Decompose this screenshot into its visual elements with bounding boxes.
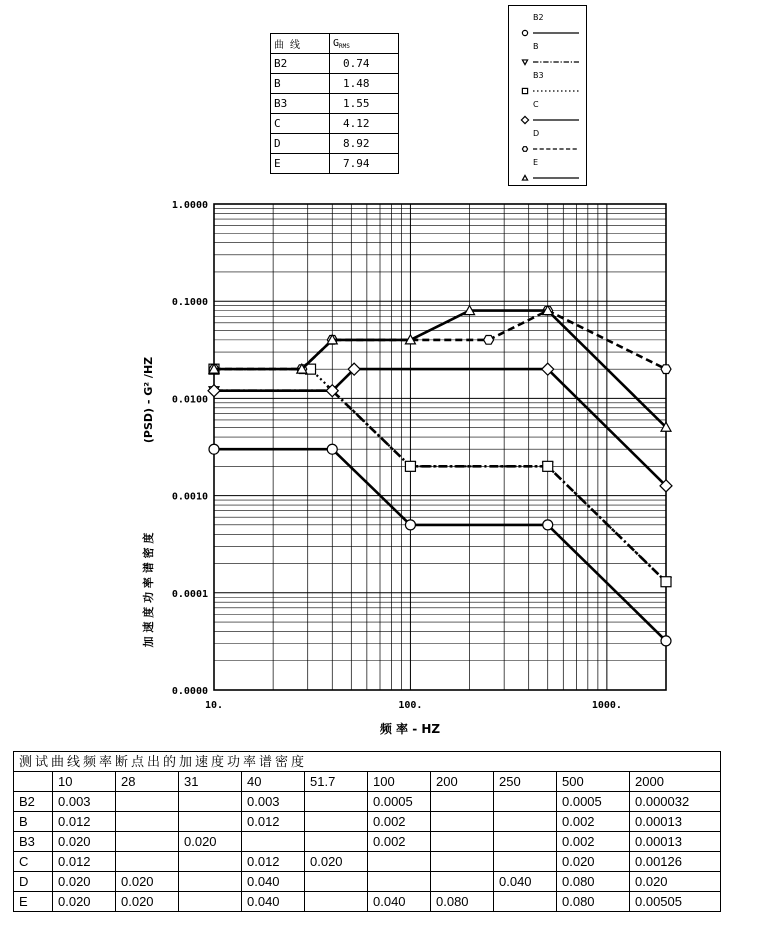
- data-point-d: [484, 336, 494, 345]
- grms-value-cell: 8.92: [330, 134, 399, 154]
- column-header: 250: [494, 772, 557, 792]
- legend-marker-b: [522, 60, 527, 65]
- column-header: 31: [179, 772, 242, 792]
- value-cell: 0.020: [630, 872, 721, 892]
- series-b2: [209, 444, 671, 646]
- value-cell: 0.00505: [630, 892, 721, 912]
- value-cell: [431, 832, 494, 852]
- value-cell: [305, 892, 368, 912]
- value-cell: [116, 792, 179, 812]
- value-cell: 0.002: [557, 812, 630, 832]
- data-point-b2: [209, 444, 219, 454]
- grms-curve-cell: B2: [271, 54, 330, 74]
- row-label-cell: C: [14, 852, 53, 872]
- row-label-cell: E: [14, 892, 53, 912]
- legend-label-b2: B2: [533, 13, 544, 22]
- grms-header-sub: RMS: [339, 42, 350, 50]
- column-header: 200: [431, 772, 494, 792]
- column-header: 10: [53, 772, 116, 792]
- value-cell: [431, 852, 494, 872]
- value-cell: [179, 872, 242, 892]
- value-cell: 0.020: [53, 892, 116, 912]
- legend-marker-c: [521, 116, 528, 123]
- grms-value-cell: 1.55: [330, 94, 399, 114]
- grms-table: [270, 33, 399, 174]
- legend-label-b3: B3: [533, 71, 544, 80]
- value-cell: 0.000032: [630, 792, 721, 812]
- table-row: [14, 852, 721, 872]
- value-cell: [368, 872, 431, 892]
- value-cell: [305, 832, 368, 852]
- value-cell: [179, 852, 242, 872]
- legend-marker-b3: [522, 88, 527, 93]
- value-cell: [494, 892, 557, 912]
- value-cell: 0.040: [242, 892, 305, 912]
- grms-curve-cell: D: [271, 134, 330, 154]
- x-tick-label: 1000.: [591, 700, 622, 711]
- row-label-cell: B3: [14, 832, 53, 852]
- data-point-b3: [661, 577, 671, 587]
- grms-row-c: [271, 114, 399, 134]
- grms-value-cell: 7.94: [330, 154, 399, 174]
- value-cell: [116, 832, 179, 852]
- x-tick-label: 10.: [204, 700, 224, 711]
- value-cell: [368, 852, 431, 872]
- value-cell: [494, 792, 557, 812]
- grms-header-value: [330, 34, 399, 54]
- value-cell: 0.00126: [630, 852, 721, 872]
- value-cell: 0.040: [494, 872, 557, 892]
- grms-value-cell: 0.74: [330, 54, 399, 74]
- x-axis-title: 频 率 - HZ: [379, 722, 441, 736]
- data-point-b3: [405, 461, 415, 471]
- value-cell: 0.002: [557, 832, 630, 852]
- legend-label-c: C: [533, 100, 539, 109]
- value-cell: [179, 892, 242, 912]
- column-header: 500: [557, 772, 630, 792]
- column-header: 51.7: [305, 772, 368, 792]
- breakpoint-table-title: 测试曲线频率断点出的加速度功率谱密度: [14, 752, 721, 772]
- value-cell: 0.020: [305, 852, 368, 872]
- breakpoint-table: [13, 751, 721, 912]
- y-tick-label: 1.0000: [171, 200, 208, 211]
- value-cell: 0.012: [53, 812, 116, 832]
- value-cell: 0.020: [179, 832, 242, 852]
- y-tick-label: 0.1000: [171, 297, 208, 309]
- column-header: 2000: [630, 772, 721, 792]
- data-point-d: [661, 365, 671, 374]
- y-axis-title-cn: 加 速 度 功 率 谱 密 度: [142, 532, 155, 648]
- value-cell: 0.020: [53, 872, 116, 892]
- grms-row-b: [271, 74, 399, 94]
- value-cell: 0.012: [242, 812, 305, 832]
- y-axis-title-en: (PSD) - G² /HZ: [142, 356, 155, 444]
- value-cell: [179, 792, 242, 812]
- y-axis-title: [141, 357, 155, 648]
- legend-label-b: B: [533, 42, 539, 51]
- legend-label-d: D: [533, 129, 540, 138]
- table-row: [14, 812, 721, 832]
- value-cell: 0.012: [242, 852, 305, 872]
- value-cell: 0.002: [368, 832, 431, 852]
- grms-row-b3: [271, 94, 399, 114]
- data-point-b2: [405, 520, 415, 530]
- value-cell: 0.080: [557, 872, 630, 892]
- data-point-b3: [543, 461, 553, 471]
- value-cell: [431, 812, 494, 832]
- grid: [214, 204, 666, 690]
- value-cell: 0.012: [53, 852, 116, 872]
- value-cell: 0.020: [116, 892, 179, 912]
- value-cell: [242, 832, 305, 852]
- value-cell: 0.002: [368, 812, 431, 832]
- table-row: [14, 792, 721, 812]
- value-cell: [494, 832, 557, 852]
- x-tick-label: 100.: [398, 700, 423, 711]
- grms-row-e: [271, 154, 399, 174]
- grms-header-row: [271, 34, 399, 54]
- y-tick-label: 0.0000: [171, 686, 208, 697]
- table-row: [14, 832, 721, 852]
- series-b: [209, 387, 671, 587]
- legend-label-e: E: [533, 158, 539, 167]
- grms-value-cell: 4.12: [330, 114, 399, 134]
- value-cell: [179, 812, 242, 832]
- value-cell: 0.00013: [630, 832, 721, 852]
- value-cell: 0.020: [116, 872, 179, 892]
- row-label-cell: D: [14, 872, 53, 892]
- column-header: 100: [368, 772, 431, 792]
- value-cell: [305, 872, 368, 892]
- value-cell: 0.00013: [630, 812, 721, 832]
- data-point-b2: [661, 636, 671, 646]
- value-cell: 0.040: [242, 872, 305, 892]
- legend-marker-d: [522, 147, 527, 152]
- value-cell: 0.080: [431, 892, 494, 912]
- table-row: [14, 872, 721, 892]
- psd-chart: [0, 190, 768, 745]
- grms-curve-cell: B: [271, 74, 330, 94]
- grms-curve-cell: C: [271, 114, 330, 134]
- value-cell: 0.003: [53, 792, 116, 812]
- value-cell: [494, 812, 557, 832]
- grms-curve-cell: B3: [271, 94, 330, 114]
- breakpoint-title-row: [14, 752, 721, 772]
- column-header: 40: [242, 772, 305, 792]
- grms-header-curve: 曲 线: [271, 34, 330, 54]
- value-cell: 0.020: [557, 852, 630, 872]
- value-cell: [305, 792, 368, 812]
- value-cell: 0.0005: [557, 792, 630, 812]
- data-point-b2: [327, 444, 337, 454]
- grms-body: [271, 54, 399, 174]
- legend-box: [508, 5, 587, 186]
- value-cell: [305, 812, 368, 832]
- breakpoint-table-body: [14, 752, 721, 912]
- series-b3: [209, 364, 671, 587]
- data-point-b2: [543, 520, 553, 530]
- value-cell: 0.020: [53, 832, 116, 852]
- column-header: [14, 772, 53, 792]
- value-cell: [494, 852, 557, 872]
- y-tick-label: 0.0001: [171, 588, 208, 600]
- value-cell: 0.003: [242, 792, 305, 812]
- value-cell: 0.0005: [368, 792, 431, 812]
- value-cell: [116, 852, 179, 872]
- grms-row-b2: [271, 54, 399, 74]
- breakpoint-header-row: [14, 772, 721, 792]
- legend-marker-e: [522, 175, 527, 180]
- column-header: 28: [116, 772, 179, 792]
- grms-value-cell: 1.48: [330, 74, 399, 94]
- y-tick-label: 0.0010: [171, 491, 208, 503]
- table-row: [14, 892, 721, 912]
- y-tick-label: 0.0100: [171, 394, 208, 406]
- row-label-cell: B: [14, 812, 53, 832]
- legend-svg: [509, 6, 586, 185]
- value-cell: [431, 872, 494, 892]
- value-cell: 0.040: [368, 892, 431, 912]
- grms-header-main: G: [333, 37, 340, 49]
- value-cell: [116, 812, 179, 832]
- grms-curve-cell: E: [271, 154, 330, 174]
- value-cell: [431, 792, 494, 812]
- grms-row-d: [271, 134, 399, 154]
- value-cell: 0.080: [557, 892, 630, 912]
- row-label-cell: B2: [14, 792, 53, 812]
- legend-marker-b2: [522, 30, 527, 35]
